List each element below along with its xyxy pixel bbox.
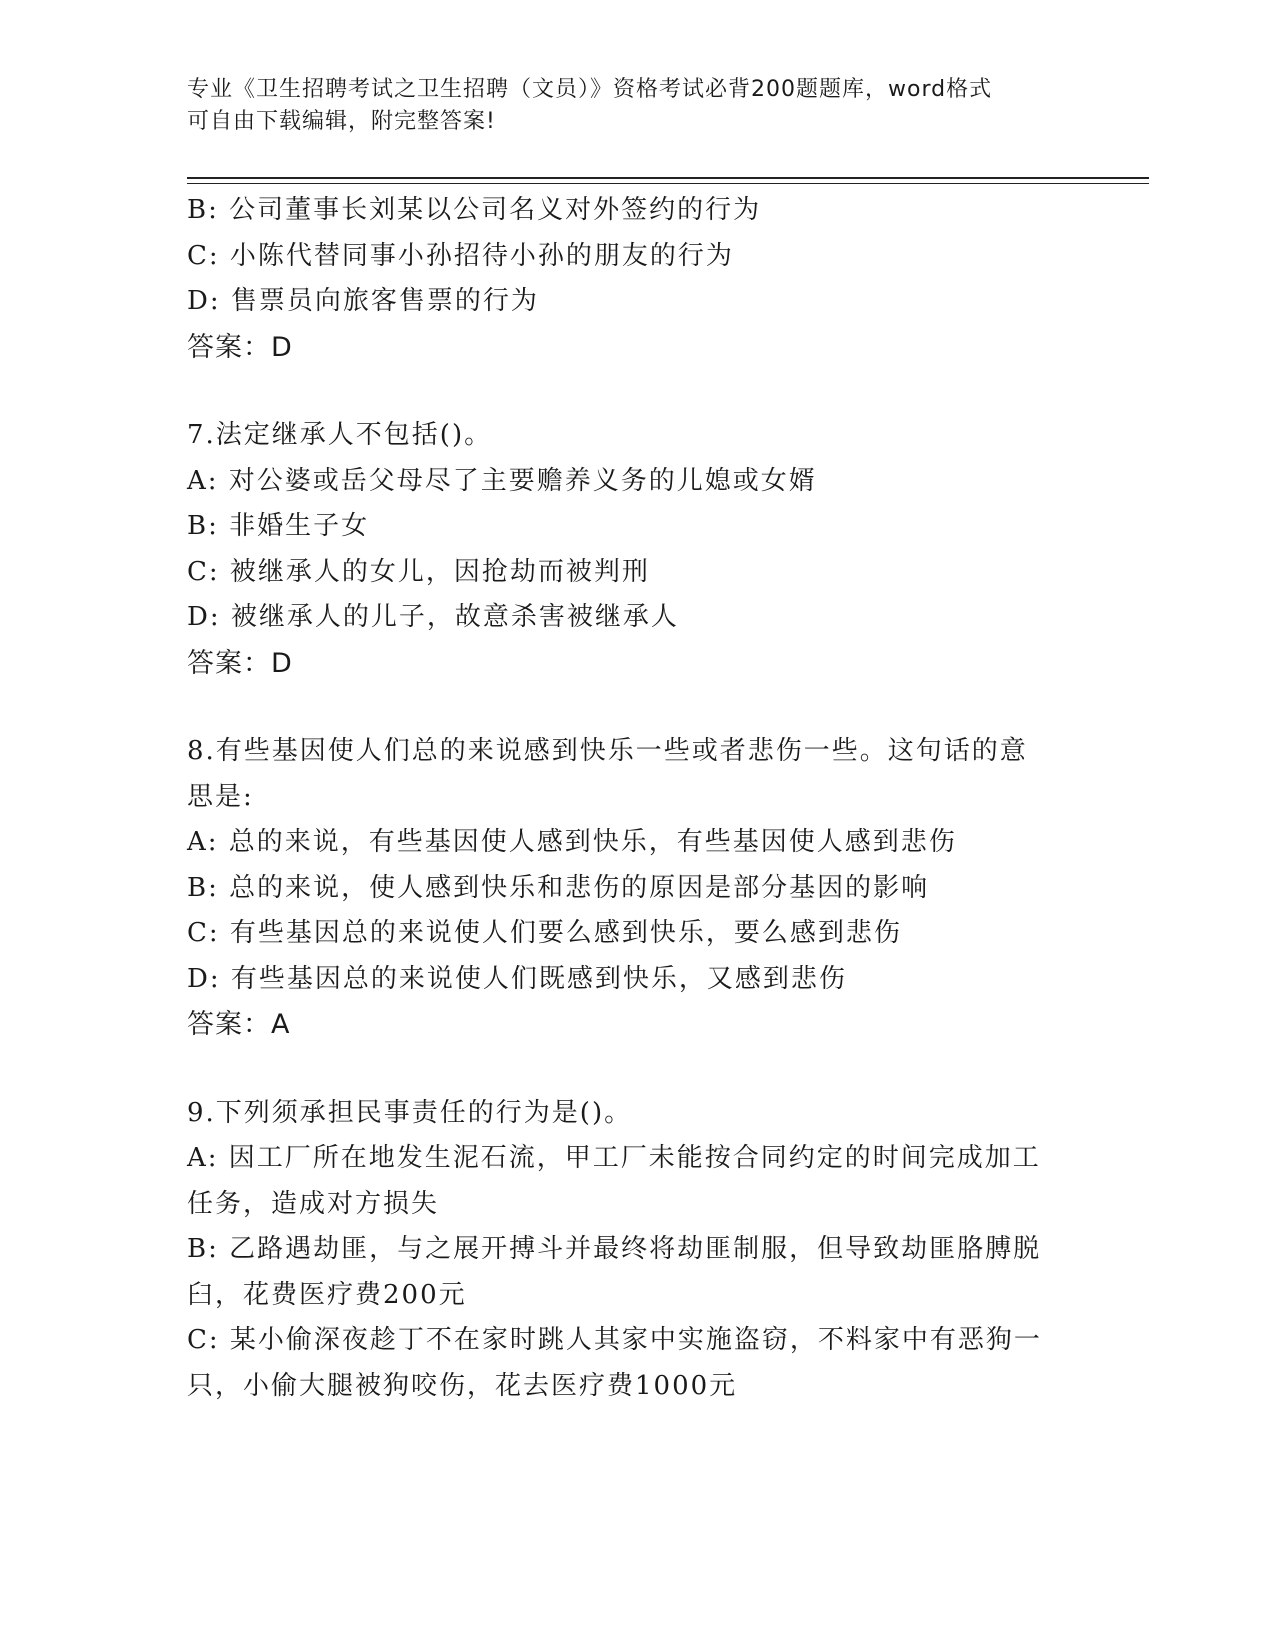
- header-title-line-2: 可自由下载编辑，附完整答案!: [187, 109, 496, 134]
- option-a: A: 总的来说，有些基因使人感到快乐，有些基因使人感到悲伤: [187, 827, 957, 857]
- header-divider-thin: [187, 183, 1149, 184]
- question-stem-line-2: 思是:: [187, 781, 254, 812]
- option-b: B: 公司董事长刘某以公司名义对外签约的行为: [187, 195, 762, 225]
- option-c-line-2: 只，小偷大腿被狗咬伤，花去医疗费1000元: [187, 1370, 738, 1401]
- header-divider-thick: [187, 177, 1149, 179]
- option-c: C: 小陈代替同事小孙招待小孙的朋友的行为: [187, 240, 734, 271]
- option-c: C: 被继承人的女儿，因抢劫而被判刑: [187, 556, 650, 587]
- option-d: D: 有些基因总的来说使人们既感到快乐，又感到悲伤: [187, 963, 847, 994]
- option-d: D: 被继承人的儿子，故意杀害被继承人: [187, 602, 679, 632]
- answer: 答案：D: [187, 647, 293, 679]
- question-stem: 7.法定继承人不包括()。: [187, 420, 493, 450]
- spacer: [187, 686, 1087, 729]
- option-b-line-1: B: 乙路遇劫匪，与之展开搏斗并最终将劫匪制服，但导致劫匪胳膊脱: [187, 1234, 1042, 1264]
- option-b: B: 非婚生子女: [187, 511, 370, 541]
- spacer: [187, 1048, 1087, 1091]
- option-a: A: 对公婆或岳父母尽了主要赡养义务的儿媳或女婿: [187, 465, 817, 496]
- option-c-line-1: C: 某小偷深夜趁丁不在家时跳人其家中实施盗窃，不料家中有恶狗一: [187, 1325, 1042, 1355]
- spacer: [187, 370, 1087, 413]
- option-b: B: 总的来说，使人感到快乐和悲伤的原因是部分基因的影响: [187, 872, 930, 903]
- question-8: [187, 729, 1087, 1048]
- header-title-line-1: 专业《卫生招聘考试之卫生招聘（文员）》资格考试必背200题题库，word格式: [187, 77, 993, 102]
- question-stem: 9.下列须承担民事责任的行为是()。: [187, 1097, 633, 1128]
- option-c: C: 有些基因总的来说使人们要么感到快乐，要么感到悲伤: [187, 918, 902, 948]
- question-7: [187, 413, 1087, 686]
- option-a-line-2: 任务，造成对方损失: [187, 1188, 440, 1219]
- option-a-line-1: A: 因工厂所在地发生泥石流，甲工厂未能按合同约定的时间完成加工: [187, 1143, 1041, 1173]
- question-content: [187, 188, 1087, 1409]
- question-9: [187, 1091, 1087, 1410]
- answer: 答案：A: [187, 1009, 291, 1040]
- question-stem-line-1: 8.有些基因使人们总的来说感到快乐一些或者悲伤一些。这句话的意: [187, 736, 1028, 766]
- option-b-line-2: 臼，花费医疗费200元: [187, 1279, 467, 1310]
- question-6-continued: [187, 188, 1087, 370]
- option-d: D: 售票员向旅客售票的行为: [187, 286, 539, 316]
- page-header: [187, 74, 1067, 138]
- answer: 答案：D: [187, 331, 293, 363]
